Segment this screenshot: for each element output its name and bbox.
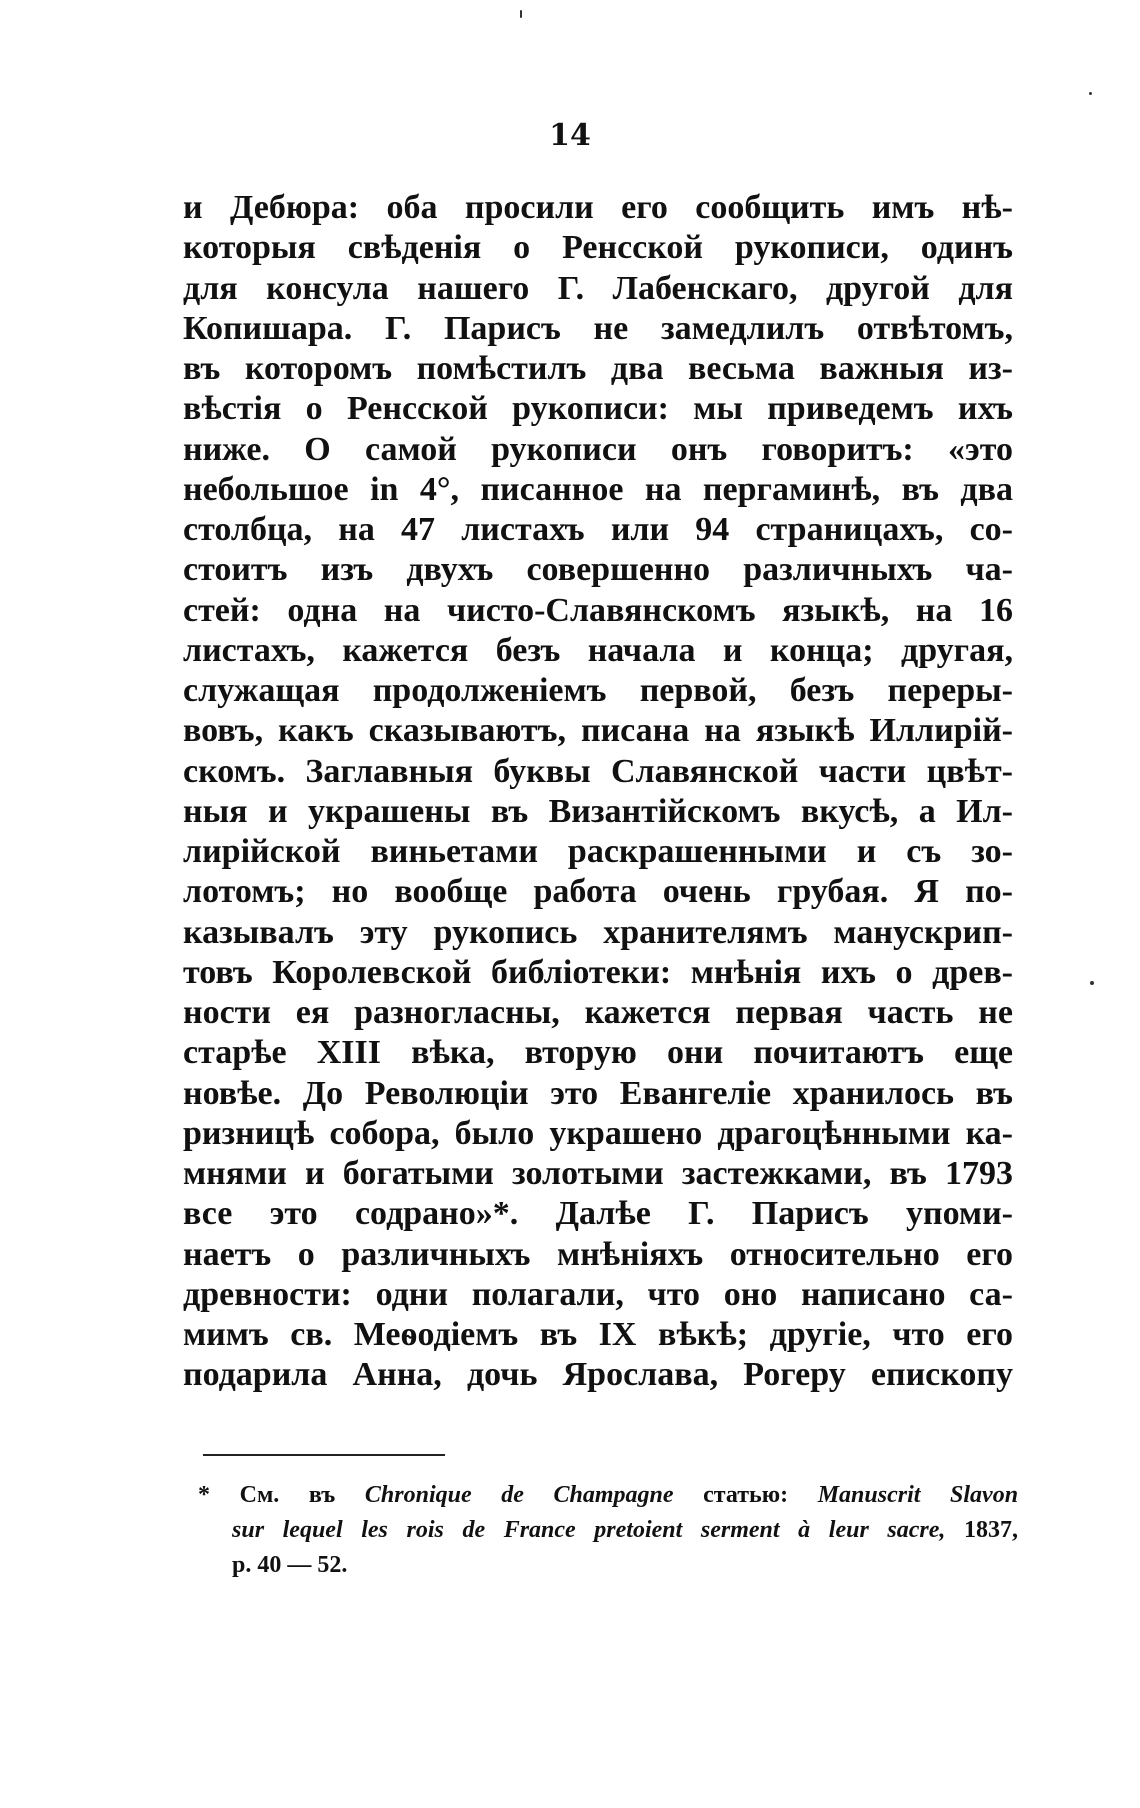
text-line: ныя и украшены въ Византійскомъ вкусѣ, а Ил-	[183, 792, 1013, 830]
text-line: Копишара. Г. Парисъ не замедлилъ отвѣтомъ,	[183, 309, 1013, 347]
text-line: въ которомъ помѣстилъ два весьма важныя из-	[183, 350, 1013, 387]
text-line: вовъ, какъ сказываютъ, писана на языкѣ Иллирій-	[183, 712, 1013, 750]
text-line: все это содрано»*. Далѣе Г. Парисъ упоми-	[183, 1195, 1013, 1233]
scan-speck	[1089, 92, 1092, 95]
footnote	[198, 1478, 1018, 1583]
text-line: стоитъ изъ двухъ совершенно различныхъ ча-	[183, 551, 1013, 589]
scan-speck	[1090, 981, 1094, 985]
text-line: товъ Королевской библіотеки: мнѣнія ихъ о древ-	[183, 953, 1013, 991]
text-line: древности: одни полагали, что оно написано са-	[183, 1275, 1013, 1313]
footnote-line	[198, 1513, 1018, 1548]
text-line: ризницѣ собора, было украшено драгоцѣнными ка-	[183, 1114, 1013, 1152]
text-line: ности ея разногласны, кажется первая часть не	[183, 994, 1013, 1031]
text-line: мнями и богатыми золотыми застежками, въ 1793	[183, 1155, 1013, 1192]
text-line: столбца, на 47 листахъ или 94 страницахъ, со-	[183, 511, 1013, 548]
text-line: мимъ св. Меѳодіемъ въ IX вѣкѣ; другіе, что его	[183, 1316, 1013, 1353]
footnote-year: 1837,	[964, 1517, 1018, 1543]
text-line: которыя свѣденія о Ренсской рукописи, одинъ	[183, 229, 1013, 267]
footnote-pages: p. 40 — 52.	[232, 1552, 348, 1578]
scan-speck	[520, 10, 522, 18]
text-line: скомъ. Заглавныя буквы Славянской части цвѣт-	[183, 752, 1013, 790]
footnote-source-title: Chronique de Champagne	[364, 1482, 674, 1508]
footnote-divider	[203, 1454, 445, 1456]
text-line: казывалъ эту рукопись хранителямъ манускрип-	[183, 913, 1013, 951]
text-line: наетъ о различныхъ мнѣніяхъ относительно его	[183, 1235, 1013, 1273]
text-line: для консула нашего Г. Лабенскаго, другой для	[183, 269, 1013, 307]
text-line: небольшое in 4°, писанное на пергаминѣ, въ два	[183, 470, 1013, 508]
footnote-prefix: См. въ	[239, 1482, 336, 1508]
page-number: 14	[549, 118, 591, 153]
text-line: подарила Анна, дочь Ярослава, Рогеру епископу	[183, 1356, 1013, 1394]
text-line: лотомъ; но вообще работа очень грубая. Я по-	[183, 873, 1013, 911]
footnote-line	[198, 1478, 1018, 1513]
text-line: и Дебюра: оба просили его сообщить имъ нѣ-	[183, 189, 1013, 226]
text-line: новѣе. До Революціи это Евангеліе хранилось въ	[183, 1074, 1013, 1112]
text-line: ниже. О самой рукописи онъ говоритъ: «это	[183, 430, 1013, 468]
footnote-article-title: Manuscrit Slavon	[817, 1482, 1019, 1508]
text-line: старѣе XIII вѣка, вторую они почитаютъ еще	[183, 1034, 1013, 1072]
text-line: служащая продолженіемъ первой, безъ переры-	[183, 672, 1013, 709]
text-line: листахъ, кажется безъ начала и конца; другая,	[183, 631, 1013, 669]
text-line: стей: одна на чисто-Славянскомъ языкѣ, на 16	[183, 591, 1013, 629]
text-line: вѣстія о Ренсской рукописи: мы приведемъ ихъ	[183, 390, 1013, 428]
footnote-article-title-cont: sur lequel les rois de France pretoient serment à leur sacre,	[232, 1517, 946, 1543]
footnote-line	[198, 1548, 1018, 1583]
text-line: лирійской виньетами раскрашенными и съ зо-	[183, 833, 1013, 870]
footnote-marker: *	[198, 1482, 210, 1508]
main-text	[183, 188, 1013, 1396]
footnote-middle: статью:	[703, 1482, 789, 1508]
